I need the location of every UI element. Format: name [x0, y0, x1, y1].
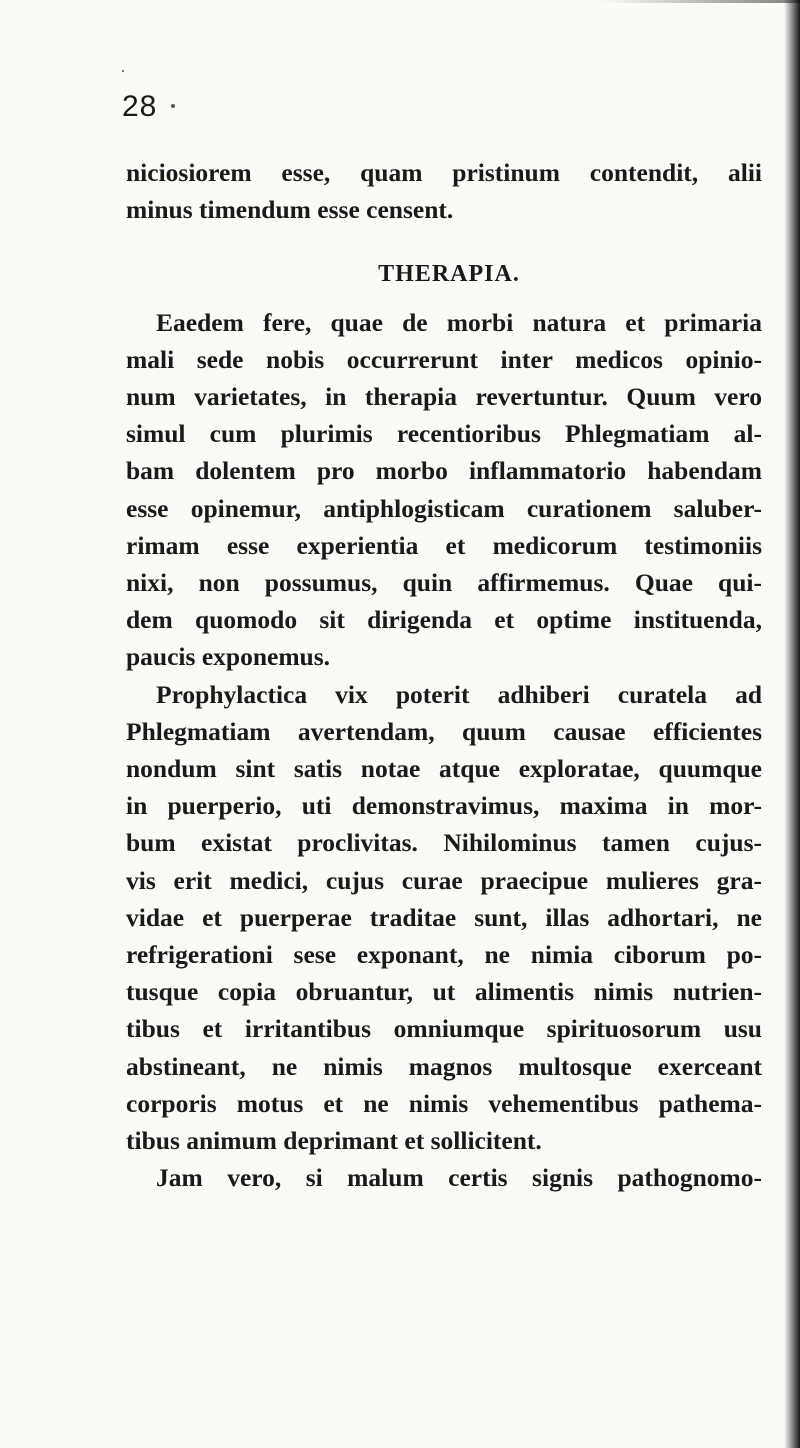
text-line: esse opinemur, antiphlogisticam curationem saluber- — [126, 493, 762, 523]
text-line: paucis exponemus. — [126, 642, 331, 672]
page-edge-shadow — [784, 0, 800, 1448]
text-line: mali sede nobis occurrerunt inter medicos opinio- — [126, 344, 762, 374]
text-line: tibus et irritantibus omniumque spirituosorum usu — [126, 1014, 762, 1044]
text-line: nondum sint satis notae atque exploratae, quumque — [126, 754, 762, 784]
text-line: refrigerationi sese exponant, ne nimia ciborum po- — [126, 940, 762, 970]
text-line: vis erit medici, cujus curae praecipue mulieres gra- — [126, 865, 762, 895]
text-line: abstineant, ne nimis magnos multosque exerceant — [126, 1051, 762, 1081]
text-line: niciosiorem esse, quam pristinum contendit, alii — [126, 158, 762, 187]
text-line: tibus animum deprimant et sollicitent. — [126, 1126, 542, 1156]
text-line: bum existat proclivitas. Nihilominus tamen cujus- — [126, 828, 762, 858]
text-line: Jam vero, si malum certis signis pathognomo- — [156, 1163, 762, 1193]
text-line: tusque copia obruantur, ut alimentis nimis nutrien- — [126, 977, 762, 1007]
text-line: simul cum plurimis recentioribus Phlegmatiam al- — [126, 419, 762, 449]
text-line: vidae et puerperae traditae sunt, illas adhortari, ne — [126, 902, 762, 932]
text-line: in puerperio, uti demonstravimus, maxima in mor- — [126, 791, 762, 821]
text-line: Phlegmatiam avertendam, quum causae efficientes — [126, 716, 762, 746]
text-line: nixi, non possumus, quin affirmemus. Quae qui- — [126, 568, 762, 598]
text-line: num varietates, in therapia revertuntur. Quum vero — [126, 382, 762, 412]
text-line: dem quomodo sit dirigenda et optime instituenda, — [126, 605, 762, 635]
text-line: bam dolentem pro morbo inflammatorio habendam — [126, 456, 762, 486]
print-speck — [122, 70, 124, 72]
text-line: Prophylactica vix poterit adhiberi curatela ad — [156, 679, 762, 709]
text-line: corporis motus et ne nimis vehementibus pathema- — [126, 1088, 762, 1118]
text-line: Eaedem fere, quae de morbi natura et primaria — [156, 307, 762, 337]
page-body — [126, 154, 762, 1196]
text-line: minus timendum esse censent. — [126, 195, 454, 225]
page-number: 28 — [122, 90, 158, 123]
text-line: rimam esse experientia et medicorum testimoniis — [126, 530, 762, 560]
page-edge-top — [600, 0, 800, 3]
section-heading: THERAPIA. — [378, 261, 520, 288]
print-speck — [171, 104, 175, 108]
